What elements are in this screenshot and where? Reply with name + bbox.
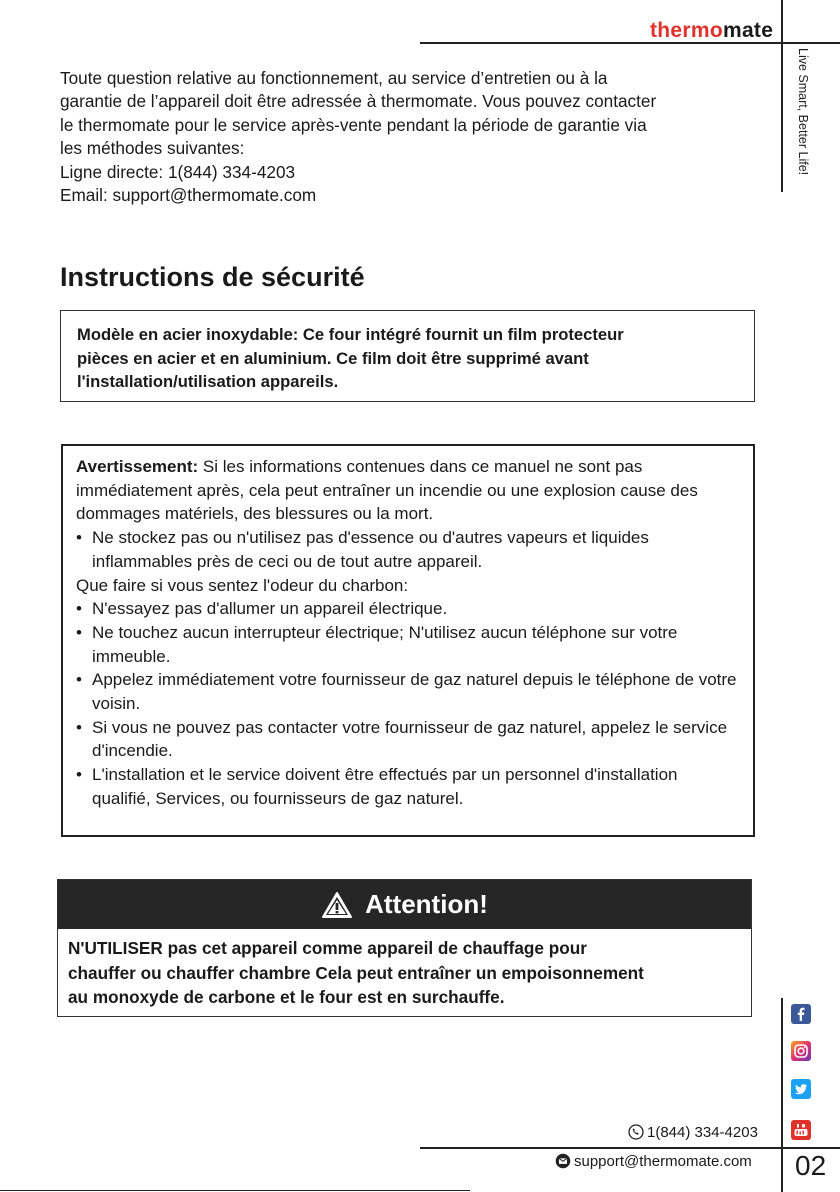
footer-rule — [420, 1147, 840, 1149]
notice-line: pièces en acier et en aluminium. Ce film doit être supprimé avant — [77, 348, 589, 368]
list-item: • L'installation et le service doivent être effectués par un personnel d'installation qualifié, Services, ou fournisseurs de gaz naturel. — [76, 765, 678, 808]
youtube-icon[interactable] — [791, 1120, 811, 1140]
list-item: • Ne touchez aucun interrupteur électrique; N'utilisez aucun téléphone sur votre immeuble. — [76, 622, 678, 666]
attention-line: au monoxyde de carbone et le four est en surchauffe. — [68, 987, 505, 1008]
email-line: Email: support@thermomate.com — [60, 185, 317, 206]
footer-phone[interactable] — [628, 1124, 758, 1141]
notice-box — [60, 310, 755, 402]
brand-name-part2: mate — [722, 19, 774, 42]
phone-icon — [628, 1124, 644, 1140]
warning-label: Avertissement: — [76, 457, 199, 476]
brand-logo — [650, 19, 773, 43]
side-rule-top — [781, 0, 783, 192]
attention-title: Attention! — [365, 889, 488, 919]
bullet-dot: • — [76, 622, 82, 642]
intro-line: garantie de l’appareil doit être adressée à thermomate. Vous pouvez contacter — [60, 91, 657, 112]
instagram-icon[interactable] — [791, 1041, 811, 1061]
list-item: • Ne stockez pas ou n'utilisez pas d'essence ou d'autres vapeurs et liquides inflammables près de ceci ou de tout autre appareil. — [76, 528, 649, 571]
bullet-dot: • — [76, 670, 82, 690]
intro-line: le thermomate pour le service après-vente pendant la période de garantie via — [60, 114, 647, 135]
intro-text — [60, 67, 770, 207]
warning-intro — [76, 455, 740, 526]
section-title: Instructions de sécurité — [60, 262, 365, 292]
side-rule-bottom — [781, 998, 783, 1192]
facebook-icon[interactable] — [791, 1004, 811, 1024]
attention-box — [57, 879, 752, 1017]
list-item: • Appelez immédiatement votre fournisseur de gaz naturel depuis le téléphone de votre voisin. — [76, 670, 737, 714]
intro-line: les méthodes suivantes: — [60, 138, 245, 159]
footer-email-text: support@thermomate.com — [574, 1153, 752, 1170]
warning-question: Que faire si vous sentez l'odeur du charbon: — [76, 575, 409, 595]
page-number: 02 — [795, 1150, 827, 1181]
attention-line: N'UTILISER pas cet appareil comme appareil de chauffage pour — [68, 938, 587, 958]
warning-intro-text: Si les informations contenues dans ce manuel ne sont pas immédiatement après, cela peut entraîner un incendie ou une explosion cause des dommages matériels, des blessures ou la mort. — [76, 457, 698, 524]
tagline: Live Smart, Better Life! — [796, 48, 810, 176]
attention-body — [58, 929, 751, 1017]
brand-name-part1: thermo — [650, 19, 723, 42]
list-item: • Si vous ne pouvez pas contacter votre fournisseur de gaz naturel, appelez le service d'incendie. — [76, 717, 728, 761]
notice-line: l'installation/utilisation appareils. — [77, 372, 339, 392]
footer-email[interactable] — [555, 1153, 752, 1170]
header-rule — [420, 42, 840, 44]
bullet-dot: • — [76, 765, 82, 785]
attention-line: chauffer ou chauffer chambre Cela peut entraîner un empoisonnement — [68, 962, 644, 983]
hotline: Ligne directe: 1(844) 334-4203 — [60, 161, 296, 182]
notice-line: Modèle en acier inoxydable: Ce four intégré fournit un film protecteur — [77, 325, 624, 344]
twitter-icon[interactable] — [791, 1079, 811, 1099]
warning-box — [61, 444, 755, 837]
attention-header — [58, 880, 751, 929]
footer-phone-text: 1(844) 334-4203 — [647, 1124, 758, 1141]
email-icon — [555, 1153, 571, 1169]
list-item: • N'essayez pas d'allumer un appareil électrique. — [76, 597, 740, 621]
bullet-dot: • — [76, 717, 82, 737]
bullet-dot: • — [76, 528, 82, 548]
bullet-dot: • — [76, 599, 82, 619]
intro-line: Toute question relative au fonctionnement, au service d’entretien ou à la — [60, 68, 608, 88]
warning-triangle-icon — [321, 891, 353, 919]
bottom-edge-rule — [0, 1190, 470, 1191]
